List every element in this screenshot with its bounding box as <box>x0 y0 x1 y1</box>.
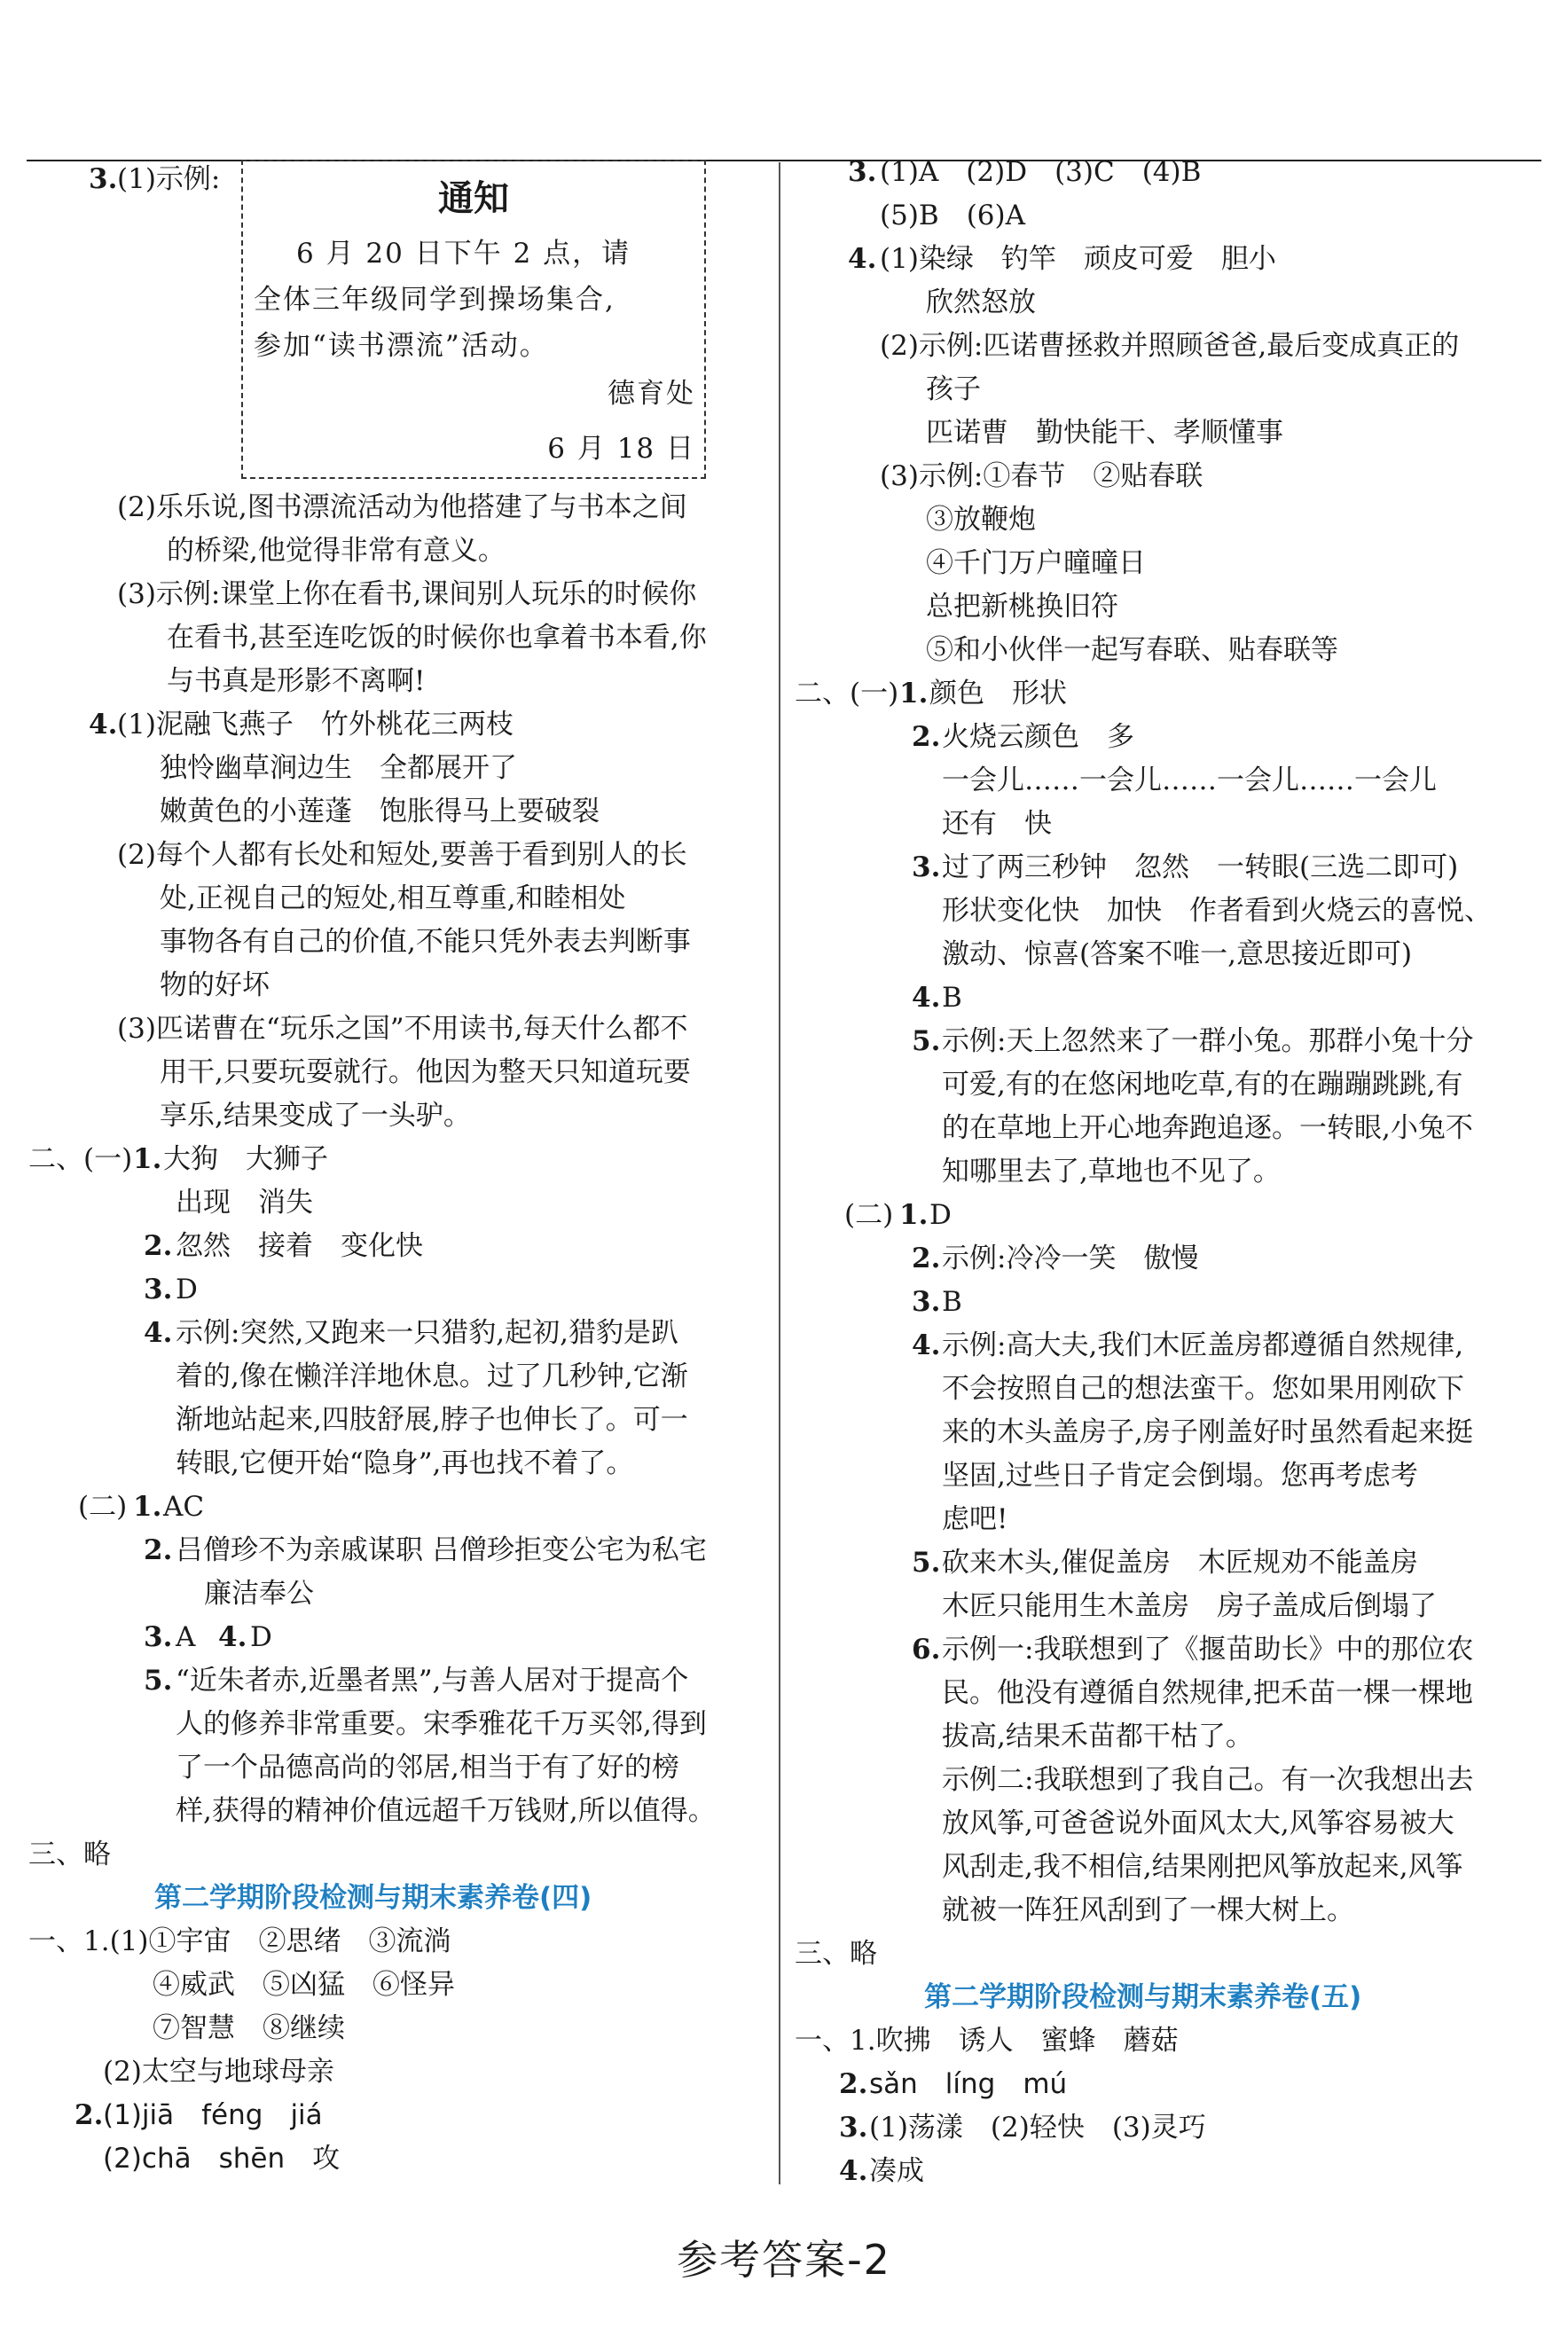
q-num: 3. <box>144 1621 173 1653</box>
q-num: 3. <box>839 2112 868 2144</box>
section-label: 二、(一) <box>795 678 899 710</box>
column-divider <box>779 162 780 2184</box>
answer-line: 的在草地上开心地奔跑追逐。一转眼,小兔不 <box>942 1112 1473 1144</box>
q-num: 3. <box>144 1274 173 1305</box>
answer-line: 坚固,过些日子肯定会倒塌。您再考虑考 <box>942 1460 1418 1492</box>
answer-line: 颜色 形状 <box>929 678 1067 710</box>
q-num: 4. <box>848 243 877 275</box>
answer-line: (5)B (6)A <box>880 200 1025 231</box>
answer-line: (1)泥融飞燕子 竹外桃花三两枝 <box>117 709 514 741</box>
answer-line: (3)匹诺曹在“玩乐之国”不用读书,每天什么都不 <box>117 1013 688 1045</box>
answer-line: ⑦智慧 ⑧继续 <box>153 2012 345 2044</box>
q-num: 3. <box>912 1286 941 1318</box>
notice-box <box>241 160 706 479</box>
answer-line: 示例:天上忽然来了一群小兔。那群小兔十分 <box>942 1025 1474 1057</box>
answer-line: ④威武 ⑤凶猛 ⑥怪异 <box>153 1969 455 2001</box>
answer-line: 与书真是形影不离啊! <box>167 665 426 697</box>
page-footer: 参考答案-2 <box>677 2236 891 2284</box>
answer-line: 在看书,甚至连吃饭的时候你也拿着书本看,你 <box>167 622 707 654</box>
section-label: 二、(一) <box>28 1143 133 1175</box>
q-num: 1. <box>133 1143 162 1175</box>
answer-line: AC <box>163 1491 205 1523</box>
answer-line: sǎn líng mú <box>869 2068 1068 2100</box>
notice-line: 6 月 20 日下午 2 点，请 <box>296 238 631 270</box>
answer-line: 欣然怒放 <box>926 286 1036 318</box>
answer-line: 人的修养非常重要。宋季雅花千万买邻,得到 <box>176 1708 707 1740</box>
answer-line: 示例:突然,又跑来一只猎豹,起初,猎豹是趴 <box>176 1317 679 1349</box>
q-num: 5. <box>912 1547 941 1579</box>
answer-line: 示例二:我联想到了我自己。有一次我想出去 <box>942 1764 1474 1796</box>
section-label: (二) <box>844 1199 894 1231</box>
answer-line: (2)示例:匹诺曹拯救并照顾爸爸,最后变成真正的 <box>880 330 1460 362</box>
q-num: 1. <box>899 1199 929 1231</box>
answer-line: (2)每个人都有长处和短处,要善于看到别人的长 <box>117 839 687 871</box>
answer-line: “近朱者赤,近墨者黑”,与善人居对于提高个 <box>176 1665 689 1697</box>
answer-line: 的桥梁,他觉得非常有意义。 <box>167 535 506 567</box>
section-label: 三、略 <box>795 1938 877 1970</box>
answer-line: 拔高,结果禾苗都干枯了。 <box>942 1721 1253 1752</box>
answer-line: 风刮走,我不相信,结果刚把风筝放起来,风筝 <box>942 1851 1463 1883</box>
answer-line: 一、1.(1)①宇宙 ②思绪 ③流淌 <box>28 1925 451 1957</box>
answer-line: D <box>929 1199 952 1231</box>
answer-line: 还有 快 <box>942 808 1052 840</box>
q-num: 4. <box>218 1621 247 1653</box>
q-num: 2. <box>912 1243 941 1274</box>
answer-line: 事物各有自己的价值,不能只凭外表去判断事 <box>160 926 691 958</box>
answer-line: 不会按照自己的想法蛮干。您如果用刚砍下 <box>942 1373 1464 1405</box>
answer-line: 处,正视自己的短处,相互尊重,和睦相处 <box>160 882 626 914</box>
answer-line: 嫩黄色的小莲蓬 饱胀得马上要破裂 <box>160 796 600 827</box>
answer-line: 忽然 接着 变化快 <box>176 1230 423 1262</box>
answer-line: 吕僧珍不为亲戚谋职 吕僧珍拒变公宅为私宅 <box>176 1534 707 1566</box>
answer-line: 了一个品德高尚的邻居,相当于有了好的榜 <box>176 1752 679 1784</box>
answer-line: 一、1.吹拂 诱人 蜜蜂 蘑菇 <box>795 2025 1179 2057</box>
answer-line: 来的木头盖房子,房子刚盖好时虽然看起来挺 <box>942 1416 1473 1448</box>
q-num: 5. <box>912 1025 941 1057</box>
answer-line: ⑤和小伙伴一起写春联、贴春联等 <box>926 634 1338 666</box>
q-num: 4. <box>839 2155 868 2187</box>
answer-line: 孩子 <box>926 373 981 405</box>
answer-line: 廉洁奉公 <box>204 1578 314 1610</box>
notice-line: 参加“读书漂流”活动。 <box>254 330 549 362</box>
answer-line: (1)染绿 钓竿 顽皮可爱 胆小 <box>880 243 1276 275</box>
answer-line: 激动、惊喜(答案不唯一,意思接近即可) <box>942 938 1413 970</box>
notice-signer: 德育处 <box>608 378 695 410</box>
answer-line: 渐地站起来,四肢舒展,脖子也伸长了。可一 <box>176 1404 688 1436</box>
section-label: 三、略 <box>28 1838 111 1870</box>
answer-line: 虑吧! <box>942 1503 1008 1535</box>
q-num: 3. <box>89 163 118 195</box>
answer-line: 过了两三秒钟 忽然 一转眼(三选二即可) <box>942 851 1459 883</box>
answer-line: D <box>176 1274 198 1305</box>
q-num: 4. <box>89 709 118 741</box>
answer-line: 着的,像在懒洋洋地休息。过了几秒钟,它渐 <box>176 1360 688 1392</box>
answer-line: 一会儿……一会儿……一会儿……一会儿 <box>942 764 1437 796</box>
q-num: 3. <box>912 851 941 883</box>
answer-line: 示例:高大夫,我们木匠盖房都遵循自然规律, <box>942 1329 1464 1361</box>
answer-line: (1)荡漾 (2)轻快 (3)灵巧 <box>869 2112 1206 2144</box>
section-label: (二) <box>78 1491 128 1523</box>
q-num: 2. <box>144 1230 173 1262</box>
answer-line: 木匠只能用生木盖房 房子盖成后倒塌了 <box>942 1590 1437 1622</box>
exam-title: 第二学期阶段检测与期末素养卷(五) <box>924 1981 1362 2013</box>
answer-line: (2)乐乐说,图书漂流活动为他搭建了与书本之间 <box>117 491 687 523</box>
answer-line: (1)A (2)D (3)C (4)B <box>880 156 1202 188</box>
answer-line: 民。他没有遵循自然规律,把禾苗一棵一棵地 <box>942 1677 1473 1709</box>
answer-line: (3)示例:①春节 ②贴春联 <box>880 460 1203 492</box>
q-num: 1. <box>899 678 929 710</box>
answer-line: 物的好坏 <box>160 969 270 1001</box>
answer-line: 知哪里去了,草地也不见了。 <box>942 1156 1281 1188</box>
q-num: 4. <box>912 982 941 1014</box>
answer-line: 凑成 <box>869 2155 924 2187</box>
answer-line: ③放鞭炮 <box>926 504 1036 536</box>
notice-line: 全体三年级同学到操场集合, <box>254 284 615 316</box>
answer-line: B <box>942 982 962 1014</box>
answer-line: 大狗 大狮子 <box>163 1143 328 1175</box>
answer-line: (2)太空与地球母亲 <box>103 2056 334 2088</box>
notice-title: 通知 <box>438 178 509 219</box>
q-num: 2. <box>912 721 941 753</box>
q-num: 2. <box>839 2068 868 2100</box>
q-num: 2. <box>74 2099 104 2131</box>
answer-line: A <box>176 1621 196 1653</box>
answer-line: 形状变化快 加快 作者看到火烧云的喜悦、 <box>942 895 1492 927</box>
answer-line: (3)示例:课堂上你在看书,课间别人玩乐的时候你 <box>117 578 697 610</box>
answer-line: 匹诺曹 勤快能干、孝顺懂事 <box>926 417 1283 449</box>
q-num: 6. <box>912 1634 941 1666</box>
answer-line: 砍来木头,催促盖房 木匠规劝不能盖房 <box>942 1547 1418 1579</box>
q-num: 4. <box>144 1317 173 1349</box>
answer-line: ④千门万户曈曈日 <box>926 547 1146 579</box>
q-num: 3. <box>848 156 877 188</box>
answer-line: 火烧云颜色 多 <box>942 721 1134 753</box>
q-num: 2. <box>144 1534 173 1566</box>
answer-line: 独怜幽草涧边生 全都展开了 <box>160 752 517 784</box>
answer-line: D <box>250 1621 272 1653</box>
answer-line: 出现 消失 <box>176 1187 313 1219</box>
answer-line: B <box>942 1286 962 1318</box>
answer-line: 用干,只要玩耍就行。他因为整天只知道玩要 <box>160 1056 691 1088</box>
answer-line: 可爱,有的在悠闲地吃草,有的在蹦蹦跳跳,有 <box>942 1069 1463 1101</box>
answer-line: 享乐,结果变成了一头驴。 <box>160 1100 471 1132</box>
q-num: 4. <box>912 1329 941 1361</box>
answer-line: 放风筝,可爸爸说外面风太大,风筝容易被大 <box>942 1807 1454 1839</box>
answer-line: 总把新桃换旧符 <box>926 591 1118 623</box>
answer-line: 转眼,它便开始“隐身”,再也找不着了。 <box>176 1447 634 1479</box>
notice-date: 6 月 18 日 <box>547 433 695 465</box>
answer-line: (1)示例: <box>117 163 221 195</box>
answer-line: (2)chā shēn 攻 <box>103 2143 341 2175</box>
answer-line: 就被一阵狂风刮到了一棵大树上。 <box>942 1894 1354 1926</box>
answer-line: 示例一:我联想到了《揠苗助长》中的那位农 <box>942 1634 1474 1666</box>
answer-line: (1)jiā féng jiá <box>103 2099 323 2131</box>
q-num: 5. <box>144 1665 173 1697</box>
answer-line: 样,获得的精神价值远超千万钱财,所以值得。 <box>176 1795 716 1827</box>
answer-line: 示例:冷冷一笑 傲慢 <box>942 1243 1199 1274</box>
exam-title: 第二学期阶段检测与期末素养卷(四) <box>154 1882 592 1914</box>
q-num: 1. <box>133 1491 162 1523</box>
